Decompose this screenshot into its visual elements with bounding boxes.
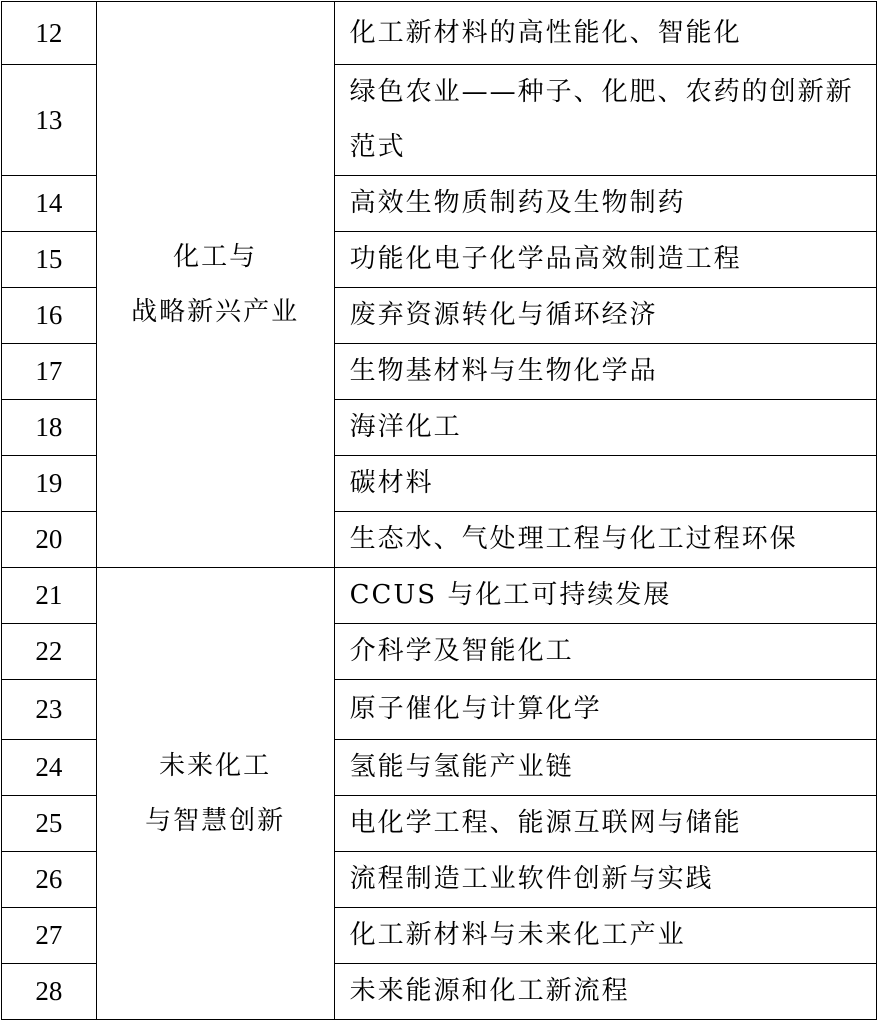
row-number: 23 (2, 680, 97, 740)
row-number: 24 (2, 740, 97, 796)
category-label-line2: 战略新兴产业 (131, 296, 300, 327)
topic-table (1, 1, 877, 1020)
topic-cell: 电化学工程、能源互联网与储能 (334, 796, 876, 852)
category-cell (96, 568, 334, 1020)
row-number: 19 (2, 456, 97, 512)
table-row (2, 568, 877, 624)
row-number: 26 (2, 852, 97, 908)
category-label-line1: 化工与 (173, 241, 258, 272)
topic-cell: 化工新材料与未来化工产业 (334, 908, 876, 964)
row-number: 27 (2, 908, 97, 964)
row-number: 17 (2, 344, 97, 400)
topic-cell: 废弃资源转化与循环经济 (334, 288, 876, 344)
row-number: 28 (2, 964, 97, 1020)
topic-cell: CCUS 与化工可持续发展 (334, 568, 876, 624)
table-row (2, 2, 877, 65)
row-number: 14 (2, 176, 97, 232)
topic-cell: 介科学及智能化工 (334, 624, 876, 680)
row-number: 21 (2, 568, 97, 624)
category-label-line1: 未来化工 (159, 750, 272, 781)
row-number: 13 (2, 65, 97, 176)
topic-cell: 生态水、气处理工程与化工过程环保 (334, 512, 876, 568)
topic-cell (334, 65, 876, 176)
topic-cell: 高效生物质制药及生物制药 (334, 176, 876, 232)
topic-cell: 碳材料 (334, 456, 876, 512)
topic-cell: 功能化电子化学品高效制造工程 (334, 232, 876, 288)
row-number: 25 (2, 796, 97, 852)
topic-cell: 未来能源和化工新流程 (334, 964, 876, 1020)
topic-line: 范式 (349, 132, 406, 162)
topic-line: 绿色农业——种子、化肥、农药的创新新 (349, 77, 854, 107)
topic-cell: 氢能与氢能产业链 (334, 740, 876, 796)
row-number: 20 (2, 512, 97, 568)
row-number: 15 (2, 232, 97, 288)
row-number: 18 (2, 400, 97, 456)
row-number: 22 (2, 624, 97, 680)
topic-cell: 流程制造工业软件创新与实践 (334, 852, 876, 908)
category-label-line2: 与智慧创新 (145, 805, 286, 836)
topic-cell: 生物基材料与生物化学品 (334, 344, 876, 400)
row-number: 16 (2, 288, 97, 344)
topic-cell: 海洋化工 (334, 400, 876, 456)
row-number: 12 (2, 2, 97, 65)
category-cell (96, 2, 334, 568)
topic-cell: 化工新材料的高性能化、智能化 (334, 2, 876, 65)
topic-cell: 原子催化与计算化学 (334, 680, 876, 740)
